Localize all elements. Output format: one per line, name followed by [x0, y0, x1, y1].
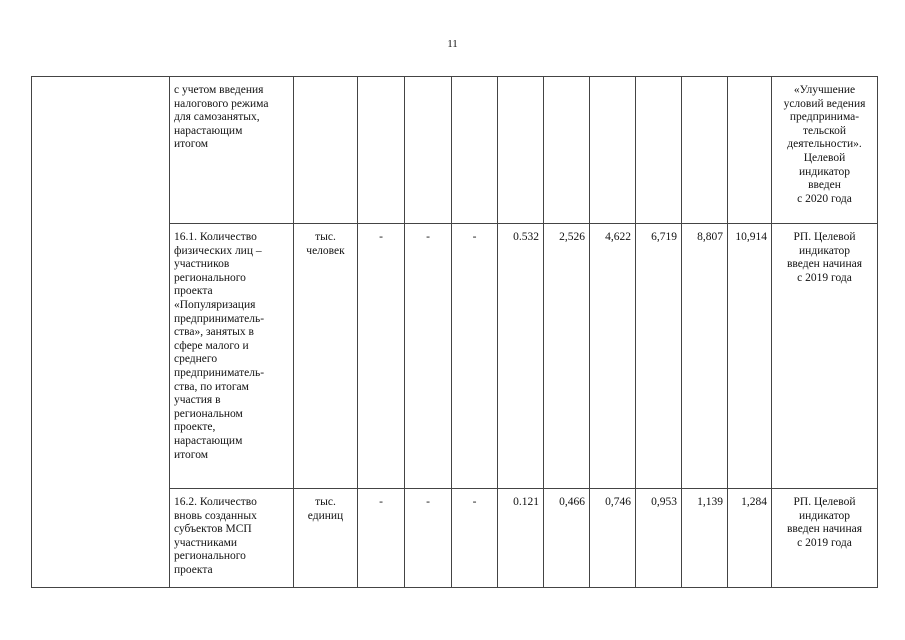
indicator-text-line: ства, по итогам — [174, 380, 249, 393]
indicator-text-line: с учетом введения — [174, 84, 264, 96]
table-row — [32, 77, 878, 224]
value-cell: - — [358, 489, 405, 588]
indicators-table — [31, 76, 878, 588]
note-text-line: РП. Целевой — [793, 231, 856, 243]
indicator-text-line: итогом — [174, 448, 209, 461]
value-cell: 0,953 — [636, 489, 682, 588]
indicator-text-line: проекта — [174, 285, 213, 298]
note-cell — [772, 77, 878, 224]
value-cell: 6,719 — [636, 224, 682, 489]
indicator-text-line: нарастающим — [174, 124, 243, 137]
note-text-line: индикатор — [799, 509, 850, 522]
indicator-name-cell — [170, 489, 294, 588]
note-text-line: индикатор — [799, 244, 850, 257]
page-number: 11 — [447, 38, 458, 50]
value-cell — [544, 77, 590, 224]
value-cell — [452, 77, 498, 224]
indicator-text-line: «Популяризация — [174, 298, 256, 311]
value-cell — [405, 77, 452, 224]
indicator-text-line: участия в — [174, 394, 221, 407]
note-text-line: индикатор — [799, 165, 850, 178]
unit-cell — [294, 489, 358, 588]
indicator-text-line: предприниматель- — [174, 312, 265, 325]
value-cell — [636, 77, 682, 224]
indicator-text-line: итогом — [174, 138, 209, 151]
indicator-name-cell — [170, 224, 294, 489]
value-cell: 0,746 — [590, 489, 636, 588]
left-empty-column-cell — [32, 77, 170, 588]
unit-text-line: человек — [306, 244, 345, 257]
value-cell: 2,526 — [544, 224, 590, 489]
value-cell: 0.121 — [498, 489, 544, 588]
indicator-text-line: среднего — [174, 353, 218, 366]
indicator-text-line: нарастающим — [174, 434, 243, 447]
indicator-text-line: регионального — [174, 550, 246, 563]
indicator-text-line: предприниматель- — [174, 366, 265, 379]
value-cell: 4,622 — [590, 224, 636, 489]
note-text-line: «Улучшение — [793, 84, 856, 96]
indicator-text-line: налогового режима — [174, 97, 269, 110]
value-cell — [498, 77, 544, 224]
indicator-text-line: вновь созданных — [174, 509, 257, 522]
note-text-line: условий ведения — [783, 97, 866, 110]
value-cell: - — [405, 224, 452, 489]
note-text-line: деятельности». — [787, 138, 862, 151]
value-cell: 0.532 — [498, 224, 544, 489]
indicator-text-line: проекте, — [174, 421, 216, 434]
indicator-text-line: субъектов МСП — [174, 523, 252, 536]
indicator-text-line: проекта — [174, 563, 213, 576]
unit-text-line: тыс. — [315, 231, 336, 243]
indicator-text-line: региональном — [174, 407, 243, 420]
note-cell — [772, 489, 878, 588]
value-cell: - — [452, 224, 498, 489]
value-cell: 0,466 — [544, 489, 590, 588]
unit-text-line: тыс. — [315, 496, 336, 508]
unit-text-line: единиц — [307, 509, 344, 522]
indicator-name-cell — [170, 77, 294, 224]
unit-cell — [294, 77, 358, 224]
value-cell — [590, 77, 636, 224]
note-text-line: с 2019 года — [797, 536, 852, 549]
unit-cell — [294, 224, 358, 489]
indicator-text-line: для самозанятых, — [174, 111, 260, 124]
note-text-line: с 2019 года — [797, 271, 852, 284]
value-cell: 1,284 — [728, 489, 772, 588]
note-text-line: введен начиная — [786, 523, 862, 536]
value-cell: 1,139 — [682, 489, 728, 588]
value-cell — [728, 77, 772, 224]
value-cell: 8,807 — [682, 224, 728, 489]
note-cell — [772, 224, 878, 489]
value-cell — [358, 77, 405, 224]
indicator-text-line: 16.1. Количество — [174, 231, 257, 243]
indicator-text-line: сфере малого и — [174, 339, 249, 352]
note-text-line: Целевой — [803, 151, 846, 164]
indicator-text-line: 16.2. Количество — [174, 496, 257, 508]
indicator-text-line: участников — [174, 258, 230, 271]
indicator-text-line: физических лиц – — [174, 244, 262, 257]
indicator-text-line: участниками — [174, 536, 238, 549]
indicator-text-line: ства», занятых в — [174, 326, 254, 339]
note-text-line: тельской — [802, 124, 847, 137]
value-cell: - — [358, 224, 405, 489]
note-text-line: предпринима- — [789, 111, 860, 124]
table-body — [32, 77, 878, 588]
value-cell: - — [405, 489, 452, 588]
note-text-line: введен начиная — [786, 258, 862, 271]
note-text-line: с 2020 года — [797, 192, 852, 205]
note-text-line: введен — [808, 179, 841, 192]
value-cell: 10,914 — [728, 224, 772, 489]
value-cell: - — [452, 489, 498, 588]
value-cell — [682, 77, 728, 224]
indicator-text-line: регионального — [174, 271, 246, 284]
note-text-line: РП. Целевой — [793, 496, 856, 508]
